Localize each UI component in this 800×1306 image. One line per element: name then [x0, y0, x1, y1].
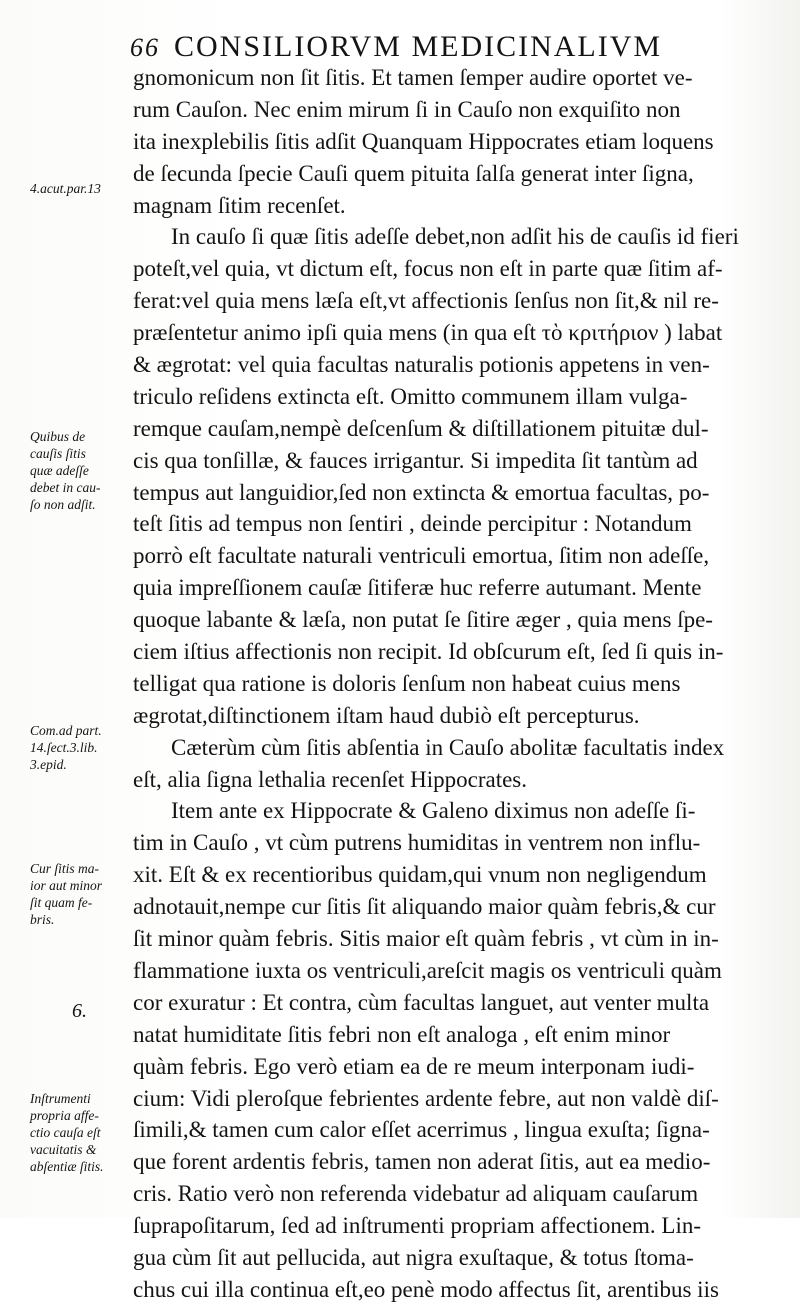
margin-note-citation-acut: 4.acut.par.13: [30, 181, 101, 196]
text-line: tempus aut languidior,ſed non extincta & emortua facultas, po-: [133, 479, 710, 505]
margin-note-number: 6.: [72, 1000, 87, 1022]
text-line: tim in Cauſo , vt cùm putrens humiditas in ventrem non influ-: [133, 830, 701, 856]
text-line: teſt ſitis ad tempus non ſentiri , deinde percipitur : Notandum: [133, 511, 692, 537]
text-line: & ægrotat: vel quia facultas naturalis potionis appetens in ven-: [133, 352, 710, 378]
text-line: quàm febris. Ego verò etiam ea de re meum interponam iudi-: [133, 1053, 695, 1079]
text-line: ita inexplebilis ſitis adſit Quanquam Hippocrates etiam loquens: [133, 128, 714, 154]
text-line: adnotauit,nempe cur ſitis ſit aliquando maior quàm febris,& cur: [133, 894, 716, 920]
text-line: gua cùm ſit aut pellucida, aut nigra exuſtaque, & totus ſtoma-: [133, 1244, 694, 1270]
page-number: 66: [130, 33, 160, 62]
text-line: ſit minor quàm febris. Sitis maior eſt quàm febris , vt cùm in in-: [133, 926, 719, 952]
margin-note-instrument-affection: Inſtrumenti propria affe- ctio cauſa eſt vacuitatis & abſentiæ ſitis.: [30, 1091, 104, 1174]
text-line: [133, 795, 768, 827]
text-line: præſentetur animo ipſi quia mens (in qua eſt τὸ κριτήριον ) labat: [133, 320, 723, 346]
text-line: ægrotat,diſtinctionem iſtam haud dubiò eſt percepturus.: [133, 702, 640, 728]
text-line: chus cui illa continua eſt,eo penè modo affectus ſit, arentibus iis: [133, 1276, 719, 1302]
margin-note-thirst-causes: Quibus de cauſis ſitis quæ adeſſe debet in cau- ſo non adſit.: [30, 429, 101, 512]
text-line: magnam ſitim recenſet.: [133, 192, 346, 218]
margin-note-citation-epid: Com.ad part. 14.ſect.3.lib. 3.epid.: [30, 723, 102, 772]
text-line: xit. Eſt & ex recentioribus quidam,qui vnum non negligendum: [133, 862, 707, 888]
text-line: eſt, alia ſigna lethalia recenſet Hippocrates.: [133, 766, 528, 792]
text-line: cis qua tonſillæ, & fauces irrigantur. Si impedita ſit tantùm ad: [133, 447, 698, 473]
text-line: flammatione iuxta os ventriculi,areſcit magis os ventriculi quàm: [133, 957, 722, 983]
body-text: [133, 62, 768, 1306]
text-line: que forent ardentis febris, tamen non aderat ſitis, aut ea medio-: [133, 1149, 711, 1175]
text-line: de ſecunda ſpecie Cauſi quem pituita ſalſa generat inter ſigna,: [133, 160, 694, 186]
text-line: rum Cauſon. Nec enim mirum ſi in Cauſo non exquiſito non: [133, 96, 681, 122]
text-line: cium: Vidi pleroſque febrientes ardente febre, aut non valdè diſ-: [133, 1085, 719, 1111]
text-line: gnomonicum non ſit ſitis. Et tamen ſemper audire oportet ve-: [133, 65, 693, 90]
text-line: telligat qua ratione is doloris ſenſum non habeat cuius mens: [133, 670, 681, 696]
paragraph-start: Item ante ex Hippocrate & Galeno diximus non adeſſe ſi-: [171, 798, 696, 824]
paragraph-start: Cæterùm cùm ſitis abſentia in Cauſo abolitæ facultatis index: [171, 734, 725, 760]
paragraph-start: In cauſo ſi quæ ſitis adeſſe debet,non adſit his de cauſis id fieri: [171, 224, 739, 250]
text-line: remque cauſam,nempè deſcenſum & diſtillationem pituitæ dul-: [133, 415, 709, 441]
text-line: natat humiditate ſitis febri non eſt analoga , eſt enim minor: [133, 1021, 671, 1047]
text-line: ſuprapoſitarum, ſed ad inſtrumenti propriam affectionem. Lin-: [133, 1213, 702, 1239]
text-line: [133, 221, 768, 253]
text-line: quia impreſſionem cauſæ ſitiferæ huc referre autumant. Mente: [133, 575, 702, 601]
text-line: ſimili,& tamen cum calor eſſet acerrimus , lingua exuſta; ſigna-: [133, 1117, 710, 1143]
text-line: ciem iſtius affectionis non recipit. Id obſcurum eſt, ſed ſi quis in-: [133, 639, 724, 665]
running-head-title: CONSILIORVM MEDICINALIVM: [174, 30, 663, 63]
text-line: cor exuratur : Et contra, cùm facultas languet, aut venter multa: [133, 989, 710, 1015]
text-line: cris. Ratio verò non referenda videbatur ad aliquam cauſarum: [133, 1181, 699, 1207]
margin-note-thirst-greater-lesser: Cur ſitis ma- ior aut minor ſit quam fe- bris.: [30, 861, 103, 927]
text-line: ferat:vel quia mens læſa eſt,vt affectionis ſenſus non ſit,& nil re-: [133, 288, 719, 314]
text-line: poteſt,vel quia, vt dictum eſt, focus non eſt in parte quæ ſitim af-: [133, 256, 723, 282]
text-line: quoque labante & læſa, non putat ſe ſitire æger , quia mens ſpe-: [133, 607, 713, 633]
text-line: porrò eſt facultate naturali ventriculi emortua, ſitim non adeſſe,: [133, 543, 710, 569]
text-line: triculo reſidens extincta eſt. Omitto communem illam vulga-: [133, 383, 688, 409]
text-line: [133, 732, 768, 764]
